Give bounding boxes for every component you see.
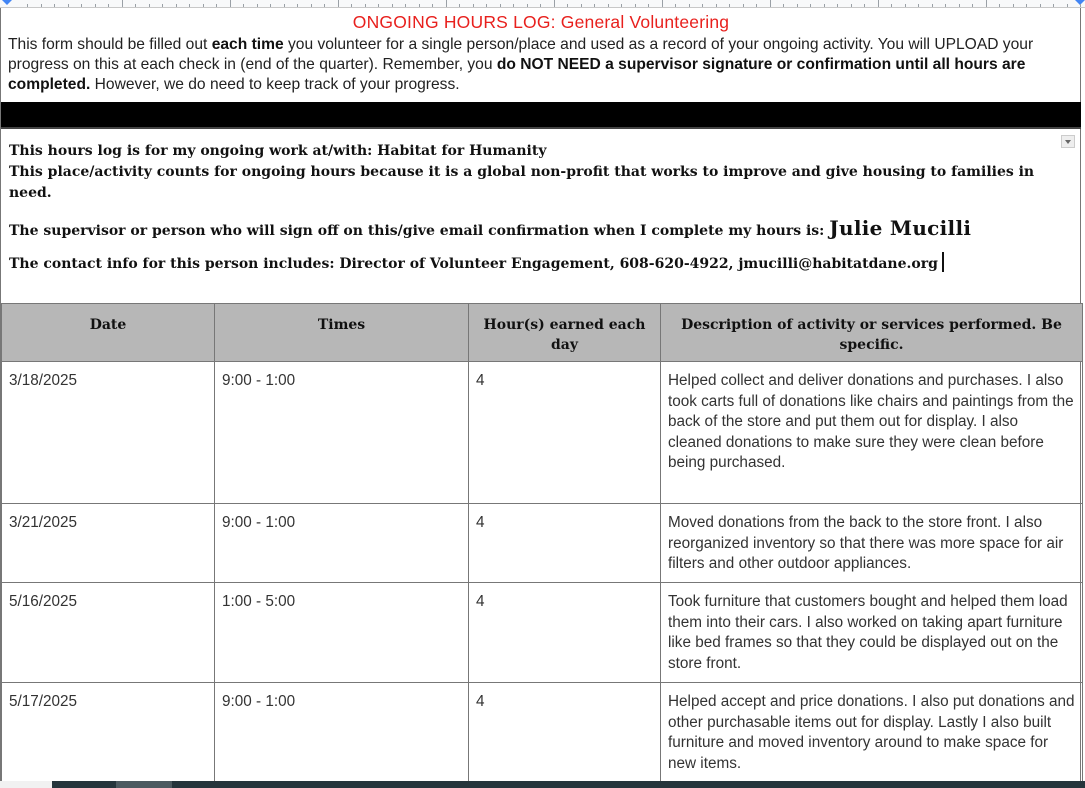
cell-date[interactable]: 5/17/2025	[2, 683, 215, 782]
ruler-tick	[594, 4, 595, 7]
cell-date[interactable]: 5/16/2025	[2, 583, 215, 683]
ruler-tick	[351, 4, 352, 7]
text-cursor	[942, 252, 944, 272]
ruler-tick	[1040, 4, 1041, 7]
table-row	[2, 504, 1083, 583]
document-title: ONGOING HOURS LOG: General Volunteering	[352, 12, 730, 32]
ruler-tick	[783, 4, 784, 7]
ruler-tick	[189, 4, 190, 7]
ruler-tick	[635, 4, 636, 7]
cell-times[interactable]: 9:00 - 1:00	[215, 683, 469, 782]
ruler-tick	[621, 4, 622, 7]
ruler-tick	[702, 4, 703, 7]
left-indent-marker-icon[interactable]	[2, 0, 12, 5]
intro-text-2: you volunteer for a single person/place and used as a record of your ongoing activity. You will UPLOAD your progress on this at each check in (end of the quarter). Remember, you	[8, 36, 1034, 73]
ruler-tick	[135, 4, 136, 7]
supervisor-line	[9, 218, 1074, 242]
ruler-tick	[365, 4, 366, 7]
section-divider-bar	[1, 102, 1081, 129]
ruler-tick	[851, 4, 852, 7]
ruler-tick	[230, 0, 231, 7]
taskbar-segment[interactable]	[0, 781, 52, 788]
cell-description[interactable]: Helped accept and price donations. I also put donations and other purchasable items out for display. Lastly I also built furniture and moved inventory around to make space for new items.	[661, 683, 1083, 782]
supervisor-name: Julie Mucilli	[829, 216, 972, 240]
ruler-tick	[392, 4, 393, 7]
supervisor-label: The supervisor or person who will sign off on this/give email confirmation when I complete my hours is:	[9, 223, 830, 239]
ruler-tick	[905, 4, 906, 7]
ruler-tick	[986, 0, 987, 7]
ruler-tick	[486, 4, 487, 7]
ruler-tick	[419, 4, 420, 7]
ruler-tick	[54, 4, 55, 7]
cell-times[interactable]: 9:00 - 1:00	[215, 362, 469, 504]
ruler-tick	[446, 0, 447, 7]
cell-hours[interactable]: 4	[469, 683, 661, 782]
table-row	[2, 362, 1083, 504]
header-hours: Hour(s) earned each day	[469, 304, 661, 362]
ruler-tick	[108, 4, 109, 7]
ruler-tick	[378, 4, 379, 7]
ruler-tick	[770, 0, 771, 7]
ruler-tick	[567, 4, 568, 7]
ruler-tick	[81, 4, 82, 7]
cell-date[interactable]: 3/18/2025	[2, 362, 215, 504]
intro-text-3: However, we do need to keep track of your progress.	[90, 76, 460, 93]
ruler-tick	[1053, 4, 1054, 7]
ruler-tick	[432, 4, 433, 7]
ruler-tick	[270, 4, 271, 7]
ruler-tick	[945, 4, 946, 7]
ruler-tick	[311, 4, 312, 7]
ruler-tick	[837, 4, 838, 7]
contact-info: The contact info for this person includes: Director of Volunteer Engagement, 608-620-4922, jmucilli@habitatdane.org	[9, 256, 938, 272]
ruler-tick	[932, 4, 933, 7]
bottom-taskbar	[0, 781, 1085, 788]
intro-bold-2: do NOT NEED a supervisor signature or confirmation until all hours are completed.	[8, 56, 1026, 93]
ruler-tick	[513, 4, 514, 7]
ruler-tick	[675, 4, 676, 7]
ruler-tick	[824, 4, 825, 7]
cell-description[interactable]: Moved donations from the back to the store front. I also reorganized inventory so that there was more space for air filters and other outdoor appliances.	[661, 504, 1083, 583]
cell-date[interactable]: 3/21/2025	[2, 504, 215, 583]
ruler-tick	[68, 4, 69, 7]
ruler-tick	[216, 4, 217, 7]
ruler-tick	[743, 4, 744, 7]
intro-bold-1: each time	[211, 36, 284, 53]
ruler-tick	[27, 4, 28, 7]
ruler-tick	[864, 4, 865, 7]
intro-text-1: This form should be filled out	[8, 36, 212, 53]
table-row	[2, 583, 1083, 683]
ruler-tick	[891, 4, 892, 7]
ruler-tick	[527, 4, 528, 7]
ruler-tick	[405, 4, 406, 7]
ruler-tick	[662, 0, 663, 7]
ruler-tick	[176, 4, 177, 7]
ruler-tick	[297, 4, 298, 7]
ruler-tick	[689, 4, 690, 7]
cell-description[interactable]: Helped collect and deliver donations and purchases. I also took carts full of donations like chairs and paintings from the back of the store and put them out for display. I also cleaned donations to make sure they were clean before being purchased.	[661, 362, 1083, 504]
cell-hours[interactable]: 4	[469, 583, 661, 683]
ruler-tick	[1026, 4, 1027, 7]
ruler-tick	[500, 4, 501, 7]
table-row	[2, 683, 1083, 782]
horizontal-ruler[interactable]	[0, 0, 1085, 8]
ruler-tick	[716, 4, 717, 7]
ruler-tick	[1080, 4, 1081, 7]
ruler-tick	[972, 4, 973, 7]
contact-line	[9, 252, 1074, 275]
cell-times[interactable]: 1:00 - 5:00	[215, 583, 469, 683]
table-header-row	[2, 304, 1083, 362]
ruler-tick	[1013, 4, 1014, 7]
ruler-tick	[999, 4, 1000, 7]
ruler-tick	[581, 4, 582, 7]
cell-hours[interactable]: 4	[469, 362, 661, 504]
taskbar-segment[interactable]	[116, 781, 172, 788]
ruler-tick	[122, 0, 123, 7]
header-times: Times	[215, 304, 469, 362]
info-block	[9, 141, 1074, 275]
ruler-tick	[918, 4, 919, 7]
ruler-tick	[729, 4, 730, 7]
cell-times[interactable]: 9:00 - 1:00	[215, 504, 469, 583]
cell-description[interactable]: Took furniture that customers bought and helped them load them into their cars. I also worked on taking apart furniture like bed frames so that they could be displayed out on the store front.	[661, 583, 1083, 683]
header-date: Date	[2, 304, 215, 362]
ruler-tick	[648, 4, 649, 7]
ruler-tick	[473, 4, 474, 7]
hours-log-table	[1, 303, 1083, 782]
ruler-tick	[797, 4, 798, 7]
ruler-tick	[257, 4, 258, 7]
work-place-line: This hours log is for my ongoing work at/with: Habitat for Humanity	[9, 143, 547, 159]
header-description: Description of activity or services performed. Be specific.	[661, 304, 1083, 362]
ruler-tick	[203, 4, 204, 7]
ruler-tick	[41, 4, 42, 7]
ruler-tick	[95, 4, 96, 7]
intro-paragraph	[8, 35, 1078, 95]
ruler-tick	[878, 0, 879, 7]
ruler-tick	[324, 4, 325, 7]
ruler-tick	[810, 4, 811, 7]
ruler-tick	[540, 4, 541, 7]
ruler-tick	[149, 4, 150, 7]
ruler-tick	[554, 0, 555, 7]
ruler-tick	[162, 4, 163, 7]
ruler-tick	[756, 4, 757, 7]
cell-hours[interactable]: 4	[469, 504, 661, 583]
ruler-tick	[338, 0, 339, 7]
reason-line: This place/activity counts for ongoing hours because it is a global non-profit that works to improve and give housing to families in need.	[9, 164, 1035, 201]
document-page[interactable]	[0, 8, 1081, 781]
ruler-tick	[1067, 4, 1068, 7]
ruler-tick	[459, 4, 460, 7]
ruler-tick	[243, 4, 244, 7]
ruler-tick	[959, 4, 960, 7]
ruler-tick	[608, 4, 609, 7]
ruler-tick	[284, 4, 285, 7]
